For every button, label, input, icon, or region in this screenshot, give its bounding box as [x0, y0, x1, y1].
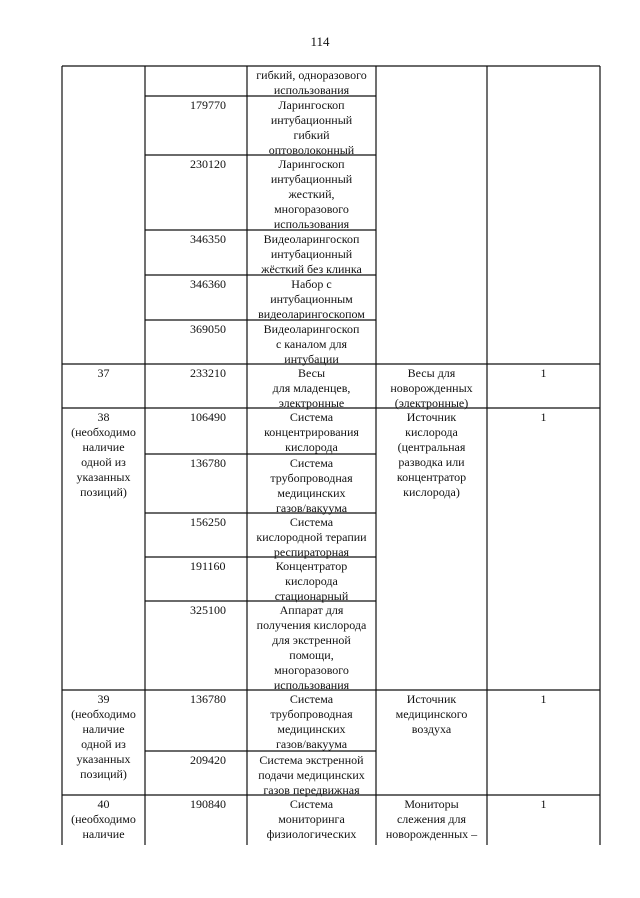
- cell-name-r3-i0: Система трубопроводная медицинских газов/вакуума: [270, 692, 353, 751]
- cell-code-r0-i3: 346350: [190, 232, 226, 246]
- cell-name-r1-i0: Весы для младенцев, электронные: [272, 366, 351, 410]
- cell-qty-r1: 1: [540, 366, 547, 380]
- cell-name-r3-i1: Система экстренной подачи медицинских газов передвижная: [258, 753, 365, 797]
- cell-qty-r3: 1: [540, 692, 547, 706]
- cell-name-r0-i4: Набор с интубационным видеоларингоскопом: [258, 277, 365, 321]
- cell-code-r3-i0: 136780: [190, 692, 226, 706]
- cell-name-r0-i5: Видеоларингоскоп с каналом для интубации: [263, 322, 360, 366]
- cell-name-r0-i0: гибкий, одноразового использования: [256, 68, 367, 97]
- cell-code-r2-i2: 156250: [190, 515, 226, 529]
- cell-code-r2-i4: 325100: [190, 603, 226, 617]
- cell-name-r2-i0: Система концентрирования кислорода: [264, 410, 359, 454]
- cell-code-r2-i3: 191160: [190, 559, 226, 573]
- cell-name-r0-i1: Ларингоскоп интубационный гибкий оптоволоконный: [268, 98, 355, 157]
- cell-name-r2-i4: Аппарат для получения кислорода для экстренной помощи, многоразового использования: [256, 603, 367, 692]
- page-number: 114: [310, 34, 330, 49]
- cell-equipment-r1: Весы для новорожденных (электронные): [390, 366, 473, 410]
- cell-num-r4: 40 (необходимо наличие: [71, 797, 136, 841]
- cell-equipment-r4: Мониторы слежения для новорожденных –: [385, 797, 478, 841]
- cell-num-r1: 37: [97, 366, 110, 380]
- cell-qty-r2: 1: [540, 410, 547, 424]
- cell-equipment-r3: Источник медицинского воздуха: [395, 692, 468, 736]
- cell-name-r0-i2: Ларингоскоп интубационный жесткий, многоразового использования: [270, 157, 353, 231]
- cell-name-r0-i3: Видеоларингоскоп интубационный жёсткий без клинка: [261, 232, 362, 276]
- cell-name-r2-i1: Система трубопроводная медицинских газов/вакуума: [270, 456, 353, 515]
- cell-code-r1-i0: 233210: [190, 366, 226, 380]
- cell-code-r0-i5: 369050: [190, 322, 226, 336]
- cell-name-r2-i3: Концентратор кислорода стационарный: [274, 559, 349, 603]
- cell-num-r2: 38 (необходимо наличие одной из указанных позиций): [71, 410, 136, 499]
- cell-code-r0-i1: 179770: [190, 98, 226, 112]
- cell-num-r3: 39 (необходимо наличие одной из указанных позиций): [71, 692, 136, 781]
- cell-name-r2-i2: Система кислородной терапии респираторная: [256, 515, 367, 559]
- cell-name-r4-i0: Система мониторинга физиологических: [266, 797, 357, 841]
- cell-code-r0-i4: 346360: [190, 277, 226, 291]
- cell-qty-r4: 1: [540, 797, 547, 811]
- cell-code-r2-i1: 136780: [190, 456, 226, 470]
- cell-equipment-r2: Источник кислорода (центральная разводка или концентратор кислорода): [396, 410, 467, 499]
- cell-code-r2-i0: 106490: [190, 410, 226, 424]
- cell-code-r3-i1: 209420: [190, 753, 226, 767]
- cell-code-r4-i0: 190840: [190, 797, 226, 811]
- cell-code-r0-i2: 230120: [190, 157, 226, 171]
